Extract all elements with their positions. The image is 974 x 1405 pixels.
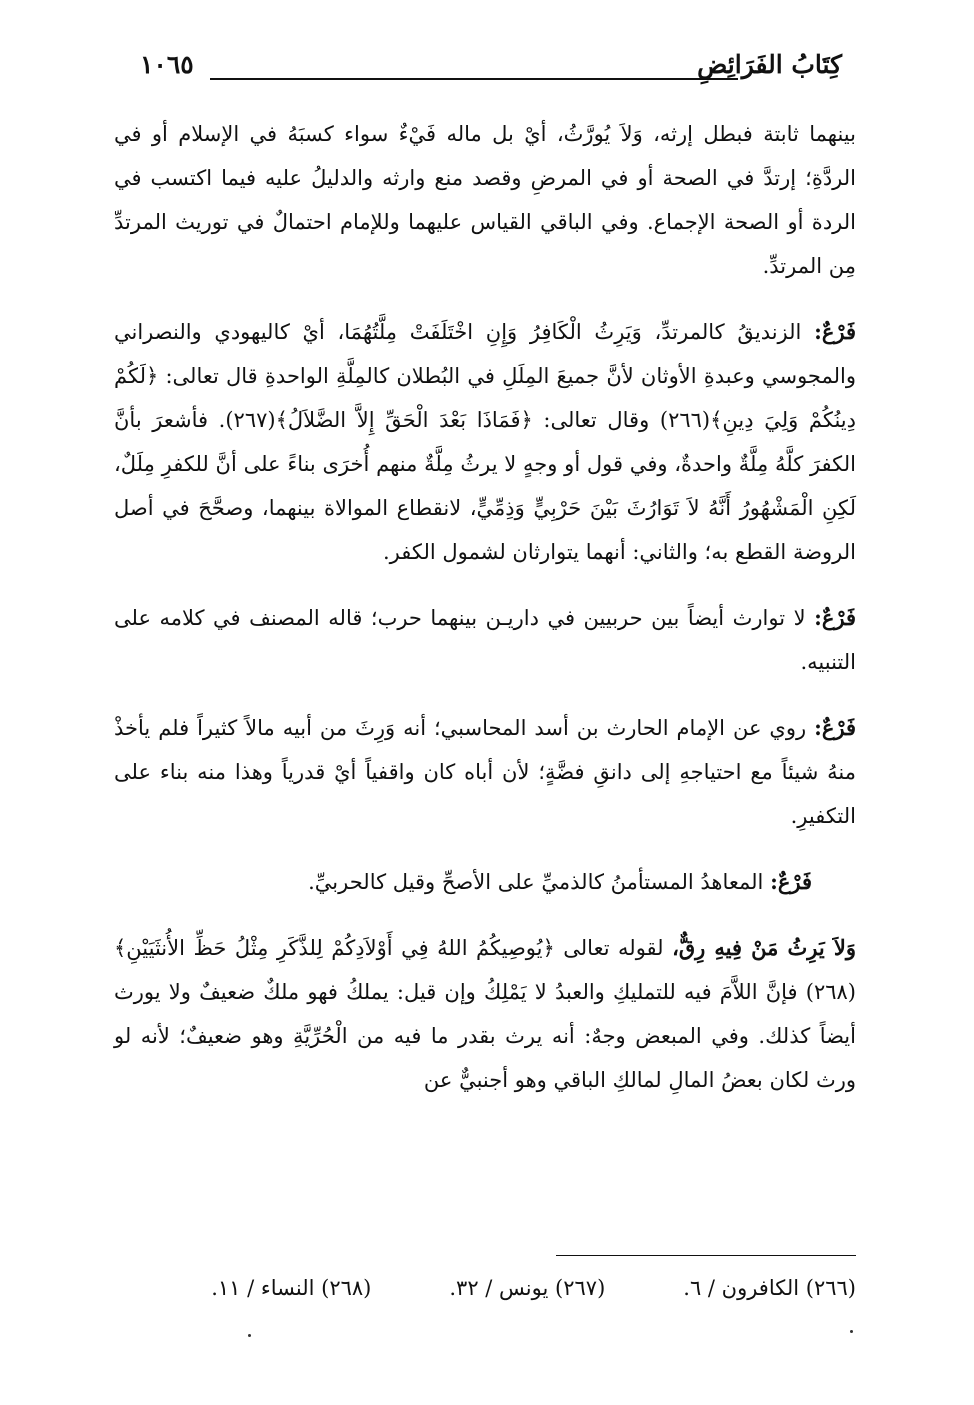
paragraph-5 — [114, 860, 856, 904]
paragraph-1 — [114, 112, 856, 288]
scan-speck — [248, 1334, 251, 1337]
paragraph-text: روي عن الإمام الحارث بن أسد المحاسبي؛ أنه وَرِثَ من أبيه مالاً كثيراً فلم يأخذْ منهُ شيئاً مع احتياجهِ إلى دانقِ فضَّةٍ؛ لأن أباه كان واقفياً أيْ قدرياً وهذا منه بناء على التكفيرِ. — [114, 716, 856, 828]
paragraph-3 — [114, 596, 856, 684]
page-number: ١٠٦٥ — [140, 50, 194, 79]
paragraph-text: لا توارث أيضاً بين حربيين في داريـن بينهما حرب؛ قاله المصنف في كلامه على التنبيه. — [114, 606, 856, 674]
paragraph-lead: فَرْعٌ: — [814, 715, 856, 740]
running-title: كِتَابُ الفَرَائِضِ — [697, 50, 842, 79]
paragraph-text: الزنديقُ كالمرتدِّ، وَيَرِثُ الْكَافِرُ وَإِنِ اخْتَلَفَتْ مِلَّتُهُمَا، أيْ كاليهودي والنصراني والمجوسي وعبدةِ الأوثان لأنَّ جميعَ المِلَلِ في البُطلان كالمِلَّةِ الواحدةِ قال تعالى: ﴿لَكُمْ دِينُكُمْ وَلِيَ دِينِ﴾(٢٦٦) وقال تعالى: ﴿فَمَاذَا بَعْدَ الْحَقِّ إِلاَّ الضَّلاَلُ﴾(٢٦٧). فأشعرَ بأنَّ الكفرَ كلَّهُ مِلَّةٌ واحدةٌ، وفي قول أو وجهٍ لا يرثُ مِلَّةٌ منهم أُخرَى بناءً على أنَّ للكفرِ مِلَلٌ، لَكِنِ الْمَشْهُورُ أَنَّهُ لاَ تَوَارُثَ بَيْنَ حَرْبِيٍّ وَذِمِّيٍّ، لانقطاع الموالاة بينهما، وصحَّحَ في أصل الروضة القطع به؛ والثاني: أنهما يتوارثان لشمول الكفر. — [114, 320, 856, 564]
footnote-266: (٢٦٦) الكافرون / ٦. — [683, 1276, 856, 1300]
paragraph-4 — [114, 706, 856, 838]
footnote-268: (٢٦٨) النساء / ١١. — [211, 1276, 372, 1300]
scan-speck — [850, 1330, 853, 1333]
paragraph-6 — [114, 926, 856, 1102]
paragraph-lead: فَرْعٌ: — [814, 319, 856, 344]
paragraph-text: المعاهدُ المستأمنُ كالذميِّ على الأصحِّ وقيل كالحربيِّ. — [308, 870, 771, 894]
paragraph-lead: فَرْعٌ: — [770, 869, 812, 894]
footnote-rule — [556, 1255, 856, 1256]
footnotes — [114, 1276, 856, 1300]
paragraph-lead: فَرْعٌ: — [814, 605, 856, 630]
paragraph-text: بينهما ثابتة فبطل إرثه، وَلاَ يُورَّثُ، أيْ بل ماله فَيْءٌ سواء كسبَهُ في الإسلام أو في الردَّةِ؛ إرتدَّ في الصحة أو في المرضِ وقصد منع وارثه والدليلُ عليه فيما اكتسب في الردة أو الصحة الإجماع. وفي الباقي القياس عليهما وللإمام احتمالٌ في توريث المرتدِّ مِن المرتدِّ. — [114, 122, 856, 278]
footnote-267: (٢٦٧) يونس / ٣٢. — [449, 1276, 606, 1300]
page-header — [140, 48, 842, 88]
paragraph-2 — [114, 310, 856, 574]
paragraph-lead: وَلاَ يَرِثُ مَنْ فِيهِ رِقٌّ، — [672, 935, 856, 960]
main-text — [114, 112, 856, 1102]
paragraph-text: لقوله تعالى ﴿يُوصِيكُمُ اللهُ فِي أَوْلاَدِكُمْ لِلذَّكَرِ مِثْلُ حَظِّ الأُنثَيَيْنِ﴾(٢٦٨) فإنَّ اللاَّمَ فيه للتمليكِ والعبدُ لا يَمْلِكُ وإن قيل: يملكُ فهو ملكٌ ضعيفٌ ولا يورث أيضاً كذلك. وفي المبعض وجهٌ: أنه يرث بقدر ما فيه من الْحُرِّيَّةِ وهو ضعيفٌ؛ لأنه لو ورث لكان بعضُ المالِ لمالكِ الباقي وهو أجنبيٌّ عن — [114, 936, 856, 1092]
header-rule — [210, 78, 738, 80]
